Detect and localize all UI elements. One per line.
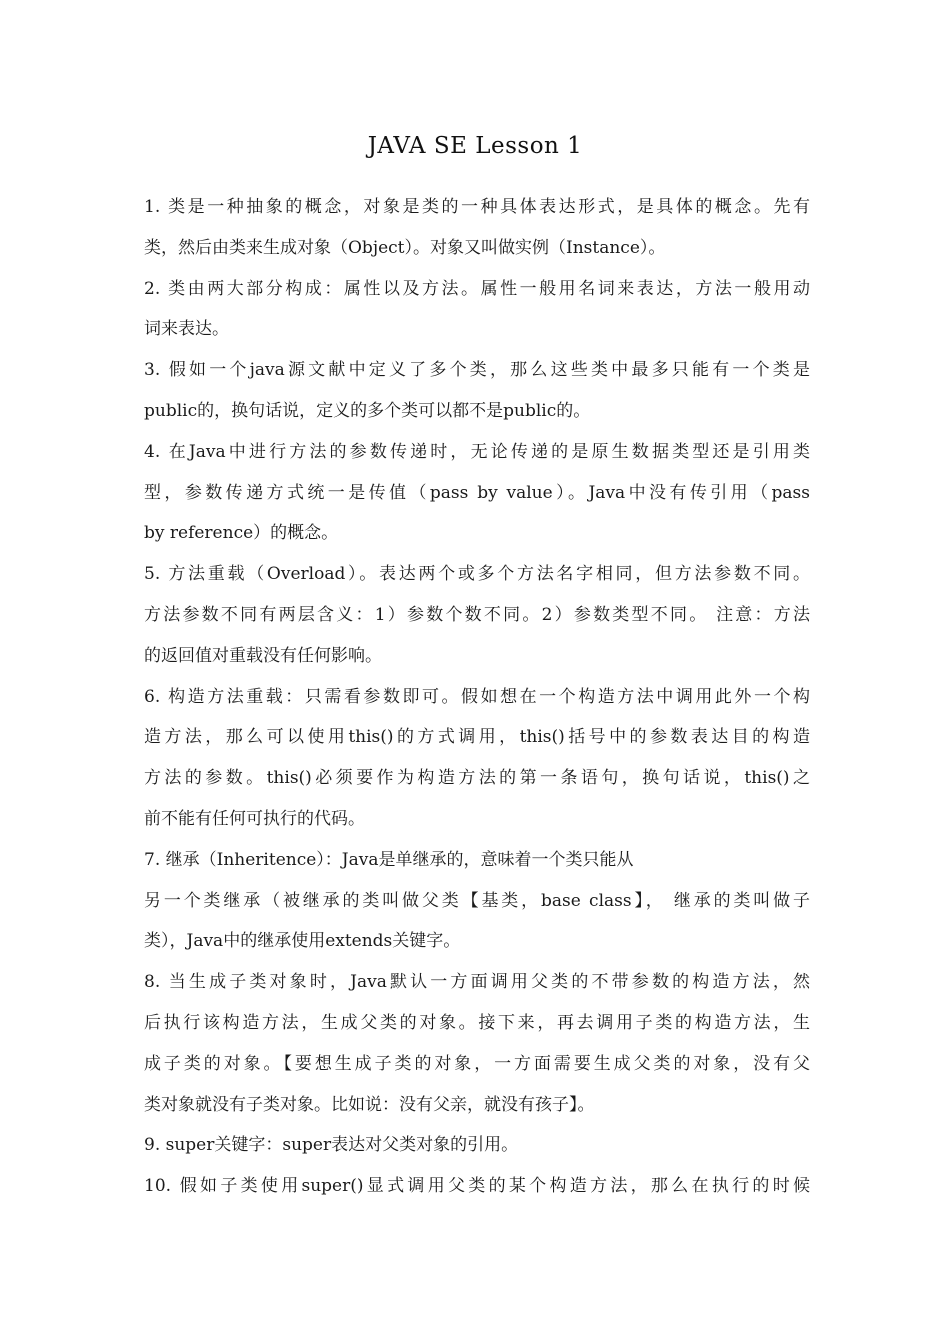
text-line: 类对象就没有子类对象。比如说：没有父亲，就没有孩子】。 [144,1094,595,1115]
text-line: 5. 方法重载（Overload）。表达两个或多个方法名字相同，但方法参数不同。 [144,564,810,585]
text-line: 造方法，那么可以使用this()的方式调用，this()括号中的参数表达目的构造 [144,727,810,748]
text-line: 方法参数不同有两层含义：1）参数个数不同。2）参数类型不同。 注意：方法 [144,604,810,625]
text-line: 6. 构造方法重载：只需看参数即可。假如想在一个构造方法中调用此外一个构 [144,686,810,707]
text-line: 1. 类是一种抽象的概念，对象是类的一种具体表达形式，是具体的概念。先有 [144,197,810,217]
text-line: 类），Java中的继承使用extends关键字。 [144,931,461,952]
text-line: 词来表达。 [144,319,229,340]
text-line: 4. 在Java中进行方法的参数传递时，无论传递的是原生数据类型还是引用类 [144,441,810,462]
text-line: 9. super关键字：super表达对父类对象的引用。 [144,1135,519,1156]
text-line: 前不能有任何可执行的代码。 [144,808,365,829]
text-line: 10. 假如子类使用super()显式调用父类的某个构造方法，那么在执行的时候 [144,1176,810,1197]
text-line: 成子类的对象。【要想生成子类的对象，一方面需要生成父类的对象，没有父 [144,1053,810,1074]
text-line: 另一个类继承（被继承的类叫做父类【基类，base class】， 继承的类叫做子 [144,890,810,911]
text-line: 方法的参数。this()必须要作为构造方法的第一条语句，换句话说，this()之 [144,768,810,789]
text-line: 7. 继承（Inheritence）：Java是单继承的，意味着一个类只能从 [144,849,634,870]
text-line: 3. 假如一个java源文献中定义了多个类，那么这些类中最多只能有一个类是 [144,360,810,381]
text-line: by reference）的概念。 [144,523,339,544]
text-line: 8. 当生成子类对象时，Java默认一方面调用父类的不带参数的构造方法，然 [144,972,810,993]
document-title: JAVA SE Lesson 1 [367,133,583,159]
document-body [144,187,810,1207]
text-line: 2. 类由两大部分构成：属性以及方法。属性一般用名词来表达，方法一般用动 [144,278,810,299]
text-line: 类，然后由类来生成对象（Object）。对象又叫做实例（Instance）。 [144,237,666,258]
text-line: 后执行该构造方法，生成父类的对象。接下来，再去调用子类的构造方法，生 [144,1012,810,1033]
text-line: 型，参数传递方式统一是传值（pass by value）。Java中没有传引用（pass [144,482,810,503]
text-line: public的，换句话说，定义的多个类可以都不是public的。 [144,400,591,421]
text-line: 的返回值对重载没有任何影响。 [144,645,382,666]
